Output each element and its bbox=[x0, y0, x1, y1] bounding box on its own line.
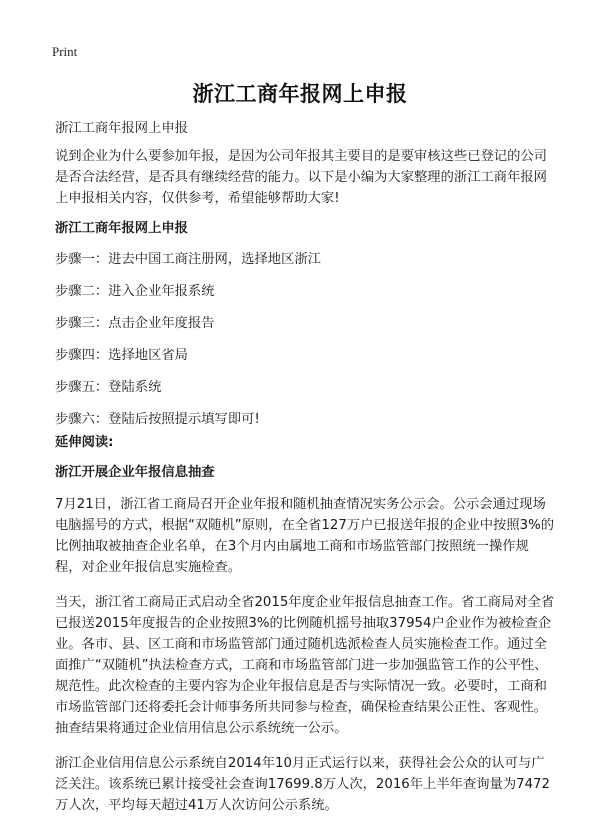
print-link[interactable]: Print bbox=[52, 44, 78, 59]
intro-paragraph: 说到企业为什么要参加年报，是因为公司年报其主要目的是要审核这些已登记的公司是否合法经营，是否具有继续经营的能力。以下是小编为大家整理的浙江工商年报网上申报相关内容，仅供参考，希望能够帮助大家! bbox=[55, 149, 547, 206]
news-paragraph: 浙江企业信用信息公示系统自2014年10月正式运行以来，获得社会公众的认可与广泛关注。该系统已累计接受社会查询17699.8万人次，2016年上半年查询量为7472万人次，平均每天超过41万人次访问公示系统。 bbox=[55, 756, 550, 813]
step-item: 步骤六：登陆后按照提示填写即可! bbox=[55, 412, 260, 427]
step-item: 步骤五：登陆系统 bbox=[55, 380, 162, 395]
step-item: 步骤二：进入企业年报系统 bbox=[55, 284, 215, 299]
news-paragraph: 7月21日，浙江省工商局召开企业年报和随机抽查情况实务公示会。公示会通过现场电脑摇号的方式，根据“双随机”原则，在全省127万户已报送年报的企业中按照3%的比例抽取被抽查企业名单，在3个月内由属地工商和市场监管部门按照统一操作规程，对企业年报信息实施检查。 bbox=[55, 497, 555, 575]
page-title: 浙江工商年报网上申报 bbox=[192, 82, 408, 106]
news-paragraph: 当天，浙江省工商局正式启动全省2015年度企业年报信息抽查工作。省工商局对全省已报送2015年度报告的企业按照3%的比例随机摇号抽取37954户企业作为被检查企业。各市、县、区工商和市场监管部门通过随机选派检查人员实施检查工作。通过全面推广“双随机”执法检查方式，工商和市场监管部门进一步加强监管工作的公平性、规范性。此次检查的主要内容为企业年报信息是否与实际情况一致。必要时，工商和市场监管部门还将委托会计师事务所共同参与检查，确保检查结果公正性、客观性。抽查结果将通过企业信用信息公示系统统一公示。 bbox=[55, 595, 555, 736]
step-item: 步骤四：选择地区省局 bbox=[55, 348, 188, 363]
section-heading: 浙江工商年报网上申报 bbox=[55, 221, 188, 236]
step-item: 步骤一：进去中国工商注册网，选择地区浙江 bbox=[55, 252, 321, 267]
article-subtitle: 浙江工商年报网上申报 bbox=[55, 121, 188, 136]
news-heading: 浙江开展企业年报信息抽查 bbox=[55, 465, 215, 480]
step-item: 步骤三：点击企业年度报告 bbox=[55, 316, 215, 331]
extended-reading-heading: 延伸阅读: bbox=[55, 435, 114, 450]
article-body bbox=[55, 118, 555, 830]
